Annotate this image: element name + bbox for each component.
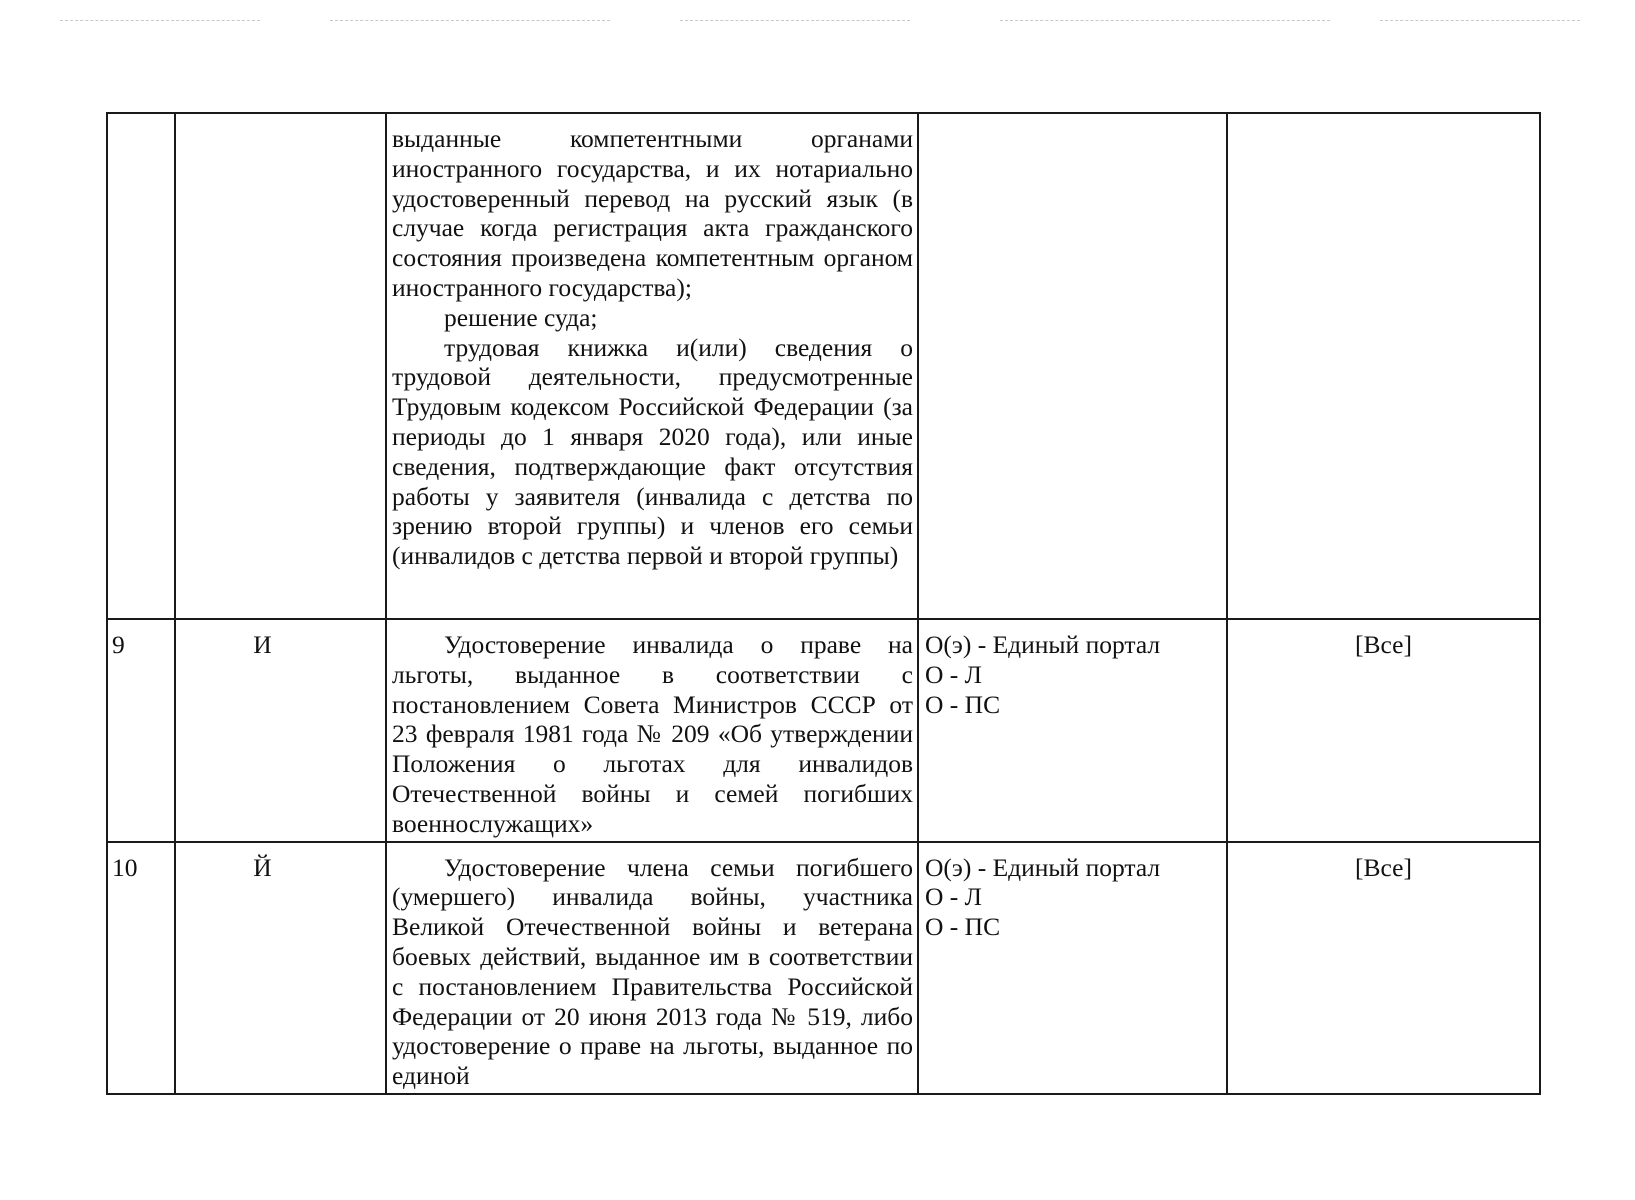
document-description-cell (386, 113, 918, 619)
row-number-cell: 10 (107, 842, 175, 1094)
submission-method-cell (918, 619, 1227, 842)
table-row (107, 842, 1540, 1094)
submission-method: О - Л (925, 659, 982, 689)
scan-artifact-line (1000, 20, 1330, 21)
row-number-cell: 9 (107, 619, 175, 842)
documents-table-body (107, 113, 1540, 1094)
document-paragraph: решение суда; (444, 302, 598, 332)
category-cell: [Все] (1227, 842, 1540, 1094)
document-paragraph: трудовая книжка и(или) сведения о трудовой деятельности, предусмотренные Трудовым кодексом Российской Федерации (за периоды до 1 января 2020 года), или иные сведения, подтверждающие факт отсутствия работы у заявителя (инвалида с детства по зрению второй группы) и членов его семьи (инвалидов с детства первой и второй группы) (392, 332, 913, 571)
category-cell: [Все] (1227, 619, 1540, 842)
row-code-cell: Й (175, 842, 386, 1094)
submission-method: О(э) - Единый портал (925, 630, 1161, 659)
submission-method: О(э) - Единый портал (925, 852, 1161, 882)
documents-table (106, 112, 1541, 1095)
category-cell (1227, 113, 1540, 619)
row-code-cell (175, 113, 386, 619)
submission-method: О - ПС (925, 912, 1001, 942)
row-number-cell (107, 113, 175, 619)
table-row (107, 619, 1540, 842)
submission-method: О - Л (925, 882, 982, 912)
document-description-cell (386, 842, 918, 1094)
document-paragraph: Удостоверение инвалида о праве на льготы, выданное в соответствии с постановлением Совета Министров СССР от 23 февраля 1981 года № 209 «Об утверждении Положения о льготах для инвалидов Отечественной войны и семей погибших военнослужащих» (392, 630, 913, 838)
scan-artifact-line (1380, 20, 1580, 21)
document-paragraph: выданные компетентными органами иностранного государства, и их нотариально удостоверенный перевод на русский язык (в случае когда регистрация акта гражданского состояния произведена компетентным органом иностранного государства); (392, 124, 913, 302)
scan-artifact-line (680, 20, 910, 21)
submission-method-cell (918, 113, 1227, 619)
document-paragraph: Удостоверение члена семьи погибшего (умершего) инвалида войны, участника Великой Отечественной войны и ветерана боевых действий, выданное им в соответствии с постановлением Правительства Российской Федерации от 20 июня 2013 года № 519, либо удостоверение о праве на льготы, выданное по единой (392, 852, 913, 1091)
submission-method: О - ПС (925, 689, 1001, 719)
scan-artifact-line (60, 20, 260, 21)
document-description-cell (386, 619, 918, 842)
table-row (107, 113, 1540, 619)
scan-artifact-line (330, 20, 610, 21)
submission-method-cell (918, 842, 1227, 1094)
row-code-cell: И (175, 619, 386, 842)
